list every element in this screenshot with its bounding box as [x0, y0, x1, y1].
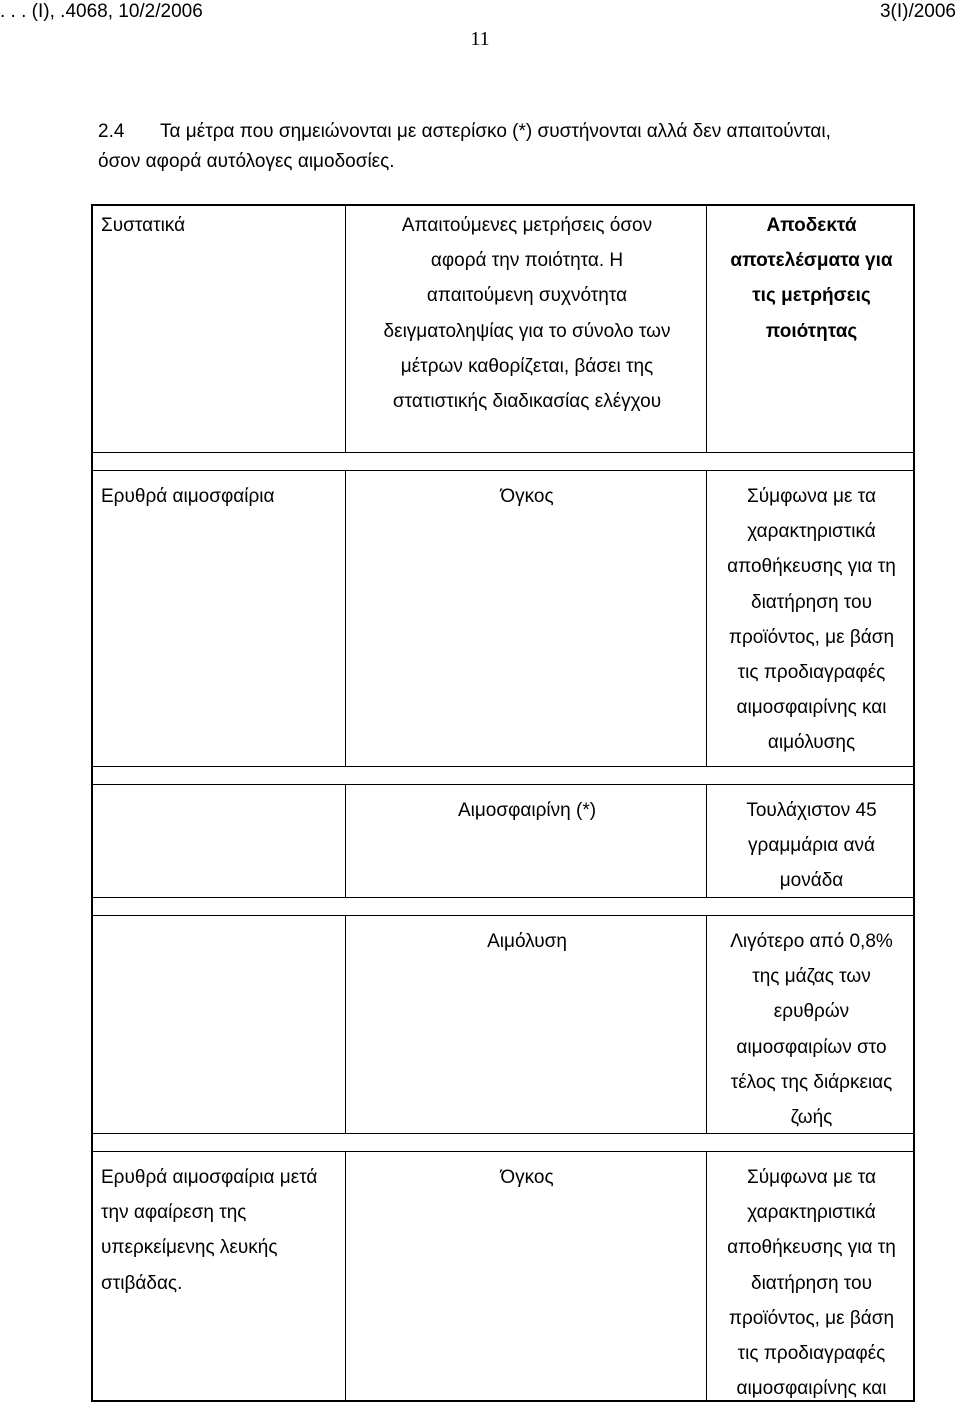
cell-line: μέτρων καθορίζεται, βάσει της [400, 355, 654, 377]
cell-line: Τουλάχιστον 45 [746, 800, 877, 821]
cell-line: απαιτούμενη συχνότητα [426, 285, 628, 307]
column-divider [706, 471, 707, 766]
cell-line: ποιότητας [765, 320, 858, 342]
cell-line: Συστατικά [101, 215, 186, 236]
row-result [708, 479, 915, 761]
cell-line: χαρακτηριστικά [747, 521, 876, 543]
cell-line: Λιγότερο από 0,8% [730, 931, 893, 952]
table-row [91, 1152, 915, 1400]
row-result [708, 793, 915, 899]
section-number: 2.4 [98, 121, 125, 142]
cell-line: αποθήκευσης για τη [727, 1237, 896, 1259]
row-separator [91, 897, 915, 916]
cell-line: την αφαίρεση της [101, 1202, 247, 1224]
cell-line: Ερυθρά αιμοσφαίρια [101, 486, 275, 507]
table-row [91, 916, 915, 1133]
cell-line: αιμοσφαιρίων στο [736, 1036, 887, 1058]
quality-table [91, 204, 915, 1402]
cell-line: προϊόντος, με βάση [728, 626, 895, 648]
cell-line: στιβάδας. [101, 1272, 183, 1294]
cell-line: αιμοσφαιρίνης και [736, 1378, 887, 1400]
table-row [91, 471, 915, 766]
cell-line: Αιμόλυση [487, 931, 567, 952]
page-number: 11 [470, 28, 490, 50]
cell-line: τέλος της διάρκειας [730, 1071, 893, 1093]
table-header-row [91, 204, 915, 452]
cell-line: Σύμφωνα με τα [747, 486, 876, 507]
cell-line: διατήρηση του [751, 591, 872, 613]
row-measurement [346, 479, 708, 514]
header-left: . . . (I), .4068, 10/2/2006 [0, 1, 203, 22]
cell-line: τις μετρήσεις [752, 285, 871, 307]
column-divider [345, 471, 346, 766]
cell-line: δειγματοληψίας για το σύνολο των [383, 320, 671, 342]
cell-line: αφορά την ποιότητα. Η [430, 250, 624, 272]
header-right: 3(I)/2006 [879, 1, 956, 22]
cell-line: Αποδεκτά [766, 215, 857, 236]
intro-line-1: Τα μέτρα που σημειώνονται με αστερίσκο (*) συστήνονται αλλά δεν απαιτούνται, [160, 121, 831, 142]
cell-line: μονάδα [779, 870, 844, 892]
row-separator [91, 766, 915, 785]
header-col-measurements [346, 208, 708, 419]
cell-line: ερυθρών [773, 1001, 850, 1023]
row-measurement [346, 793, 708, 828]
intro-line-2: όσον αφορά αυτόλογες αιμοδοσίες. [98, 151, 395, 172]
cell-line: τις προδιαγραφές [737, 662, 886, 684]
cell-line: Ερυθρά αιμοσφαίρια μετά [101, 1167, 318, 1188]
intro-paragraph [98, 117, 918, 177]
cell-line: υπερκείμενης λευκής [101, 1237, 278, 1259]
table-row [91, 785, 915, 897]
row-component [101, 1160, 346, 1301]
cell-line: Όγκος [500, 1167, 554, 1188]
cell-line: Αιμοσφαιρίνη (*) [457, 800, 597, 821]
row-separator [91, 452, 915, 471]
cell-line: γραμμάρια ανά [748, 835, 875, 857]
cell-line: Σύμφωνα με τα [747, 1167, 876, 1188]
row-result [708, 1160, 915, 1406]
cell-line: Όγκος [500, 486, 554, 507]
row-separator [91, 1133, 915, 1152]
cell-line: προϊόντος, με βάση [728, 1307, 895, 1329]
cell-line: διατήρηση του [751, 1272, 872, 1294]
cell-line: αποθήκευσης για τη [727, 556, 896, 578]
header-col-results [708, 208, 915, 349]
cell-line: στατιστικής διαδικασίας ελέγχου [392, 391, 662, 413]
running-header [0, 0, 960, 24]
row-component [101, 479, 346, 514]
cell-line: χαρακτηριστικά [747, 1202, 876, 1224]
cell-line: ζωής [790, 1107, 833, 1129]
cell-line: τις προδιαγραφές [737, 1343, 886, 1365]
cell-line: αποτελέσματα για [730, 250, 893, 272]
row-result [708, 924, 915, 1135]
row-measurement [346, 924, 708, 959]
cell-line: Απαιτούμενες μετρήσεις όσον [401, 215, 653, 236]
header-col-components [101, 208, 346, 243]
cell-line: της μάζας των [752, 966, 871, 988]
row-measurement [346, 1160, 708, 1195]
cell-line: αιμοσφαιρίνης και [736, 697, 887, 719]
cell-line: αιμόλυσης [767, 732, 856, 754]
